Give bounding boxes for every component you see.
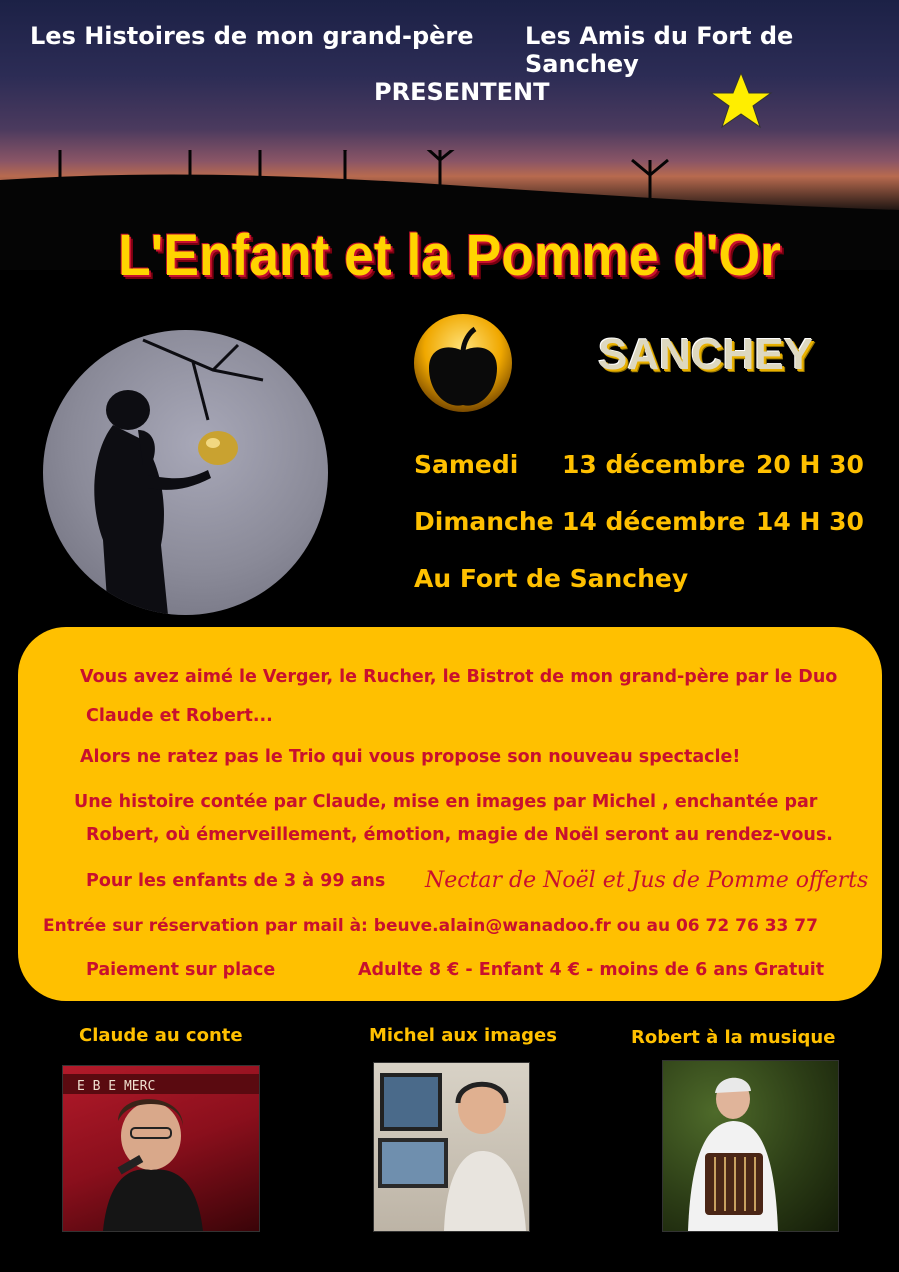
golden-apple-icon: [409, 313, 517, 413]
time-saturday: 20 H 30: [756, 450, 864, 479]
panel-text-3b: Robert, où émerveillement, émotion, magie de Noël seront au rendez-vous.: [86, 825, 833, 845]
panel-payment: Paiement sur place: [86, 960, 276, 980]
day-saturday: Samedi: [414, 450, 519, 479]
panel-kids: Pour les enfants de 3 à 99 ans: [86, 871, 386, 891]
role-robert: Robert à la musique: [631, 1027, 836, 1048]
time-sunday: 14 H 30: [756, 507, 864, 536]
organizer-right: Les Amis du Fort de Sanchey: [525, 22, 794, 78]
venue: Au Fort de Sanchey: [414, 564, 689, 593]
photo-robert: [662, 1060, 839, 1232]
photo-michel: [373, 1062, 530, 1232]
panel-prices: Adulte 8 € - Enfant 4 € - moins de 6 ans Gratuit: [358, 960, 825, 980]
panel-text-2: Alors ne ratez pas le Trio qui vous propose son nouveau spectacle!: [80, 747, 741, 767]
organizer-left: Les Histoires de mon grand-père: [30, 22, 474, 50]
star-icon: [706, 70, 776, 130]
role-claude: Claude au conte: [79, 1025, 243, 1046]
show-title: L'Enfant et la Pomme d'Or: [118, 223, 781, 288]
panel-text-1a: Vous avez aimé le Verger, le Rucher, le Bistrot de mon grand-père par le Duo: [80, 667, 838, 687]
panel-offer: Nectar de Noël et Jus de Pomme offerts: [425, 868, 869, 893]
date-saturday: 13 décembre: [562, 450, 746, 479]
moon-silhouette-image: [43, 330, 328, 615]
day-sunday: Dimanche: [414, 507, 554, 536]
sign-text: E B E MERC: [77, 1079, 156, 1094]
photo-claude: [62, 1065, 260, 1232]
panel-text-1b: Claude et Robert...: [86, 706, 273, 726]
panel-reservation: Entrée sur réservation par mail à: beuve.alain@wanadoo.fr ou au 06 72 76 33 77: [43, 916, 818, 936]
role-michel: Michel aux images: [369, 1025, 557, 1046]
location-banner: SANCHEY: [598, 330, 814, 379]
date-sunday: 14 décembre: [562, 507, 746, 536]
panel-text-3a: Une histoire contée par Claude, mise en images par Michel , enchantée par: [74, 792, 818, 812]
present-label: PRESENTENT: [374, 78, 550, 106]
